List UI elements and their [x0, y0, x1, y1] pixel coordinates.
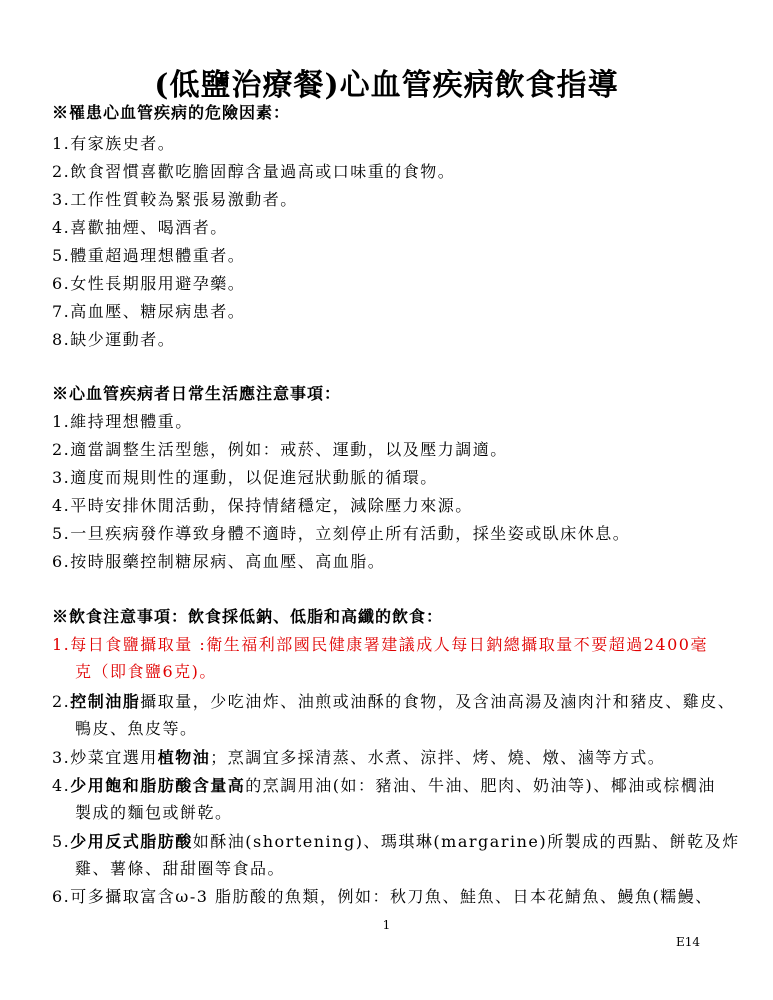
bold-phrase: 植物油: [157, 748, 211, 767]
bold-phrase: 控制油脂: [70, 692, 141, 711]
diet-item-5-line1: [52, 829, 740, 852]
item-number: 5.: [52, 832, 71, 851]
item-number: 2.: [52, 692, 71, 711]
list-item: 8.缺少運動者。: [52, 330, 176, 349]
list-item: 2.飲食習慣喜歡吃膽固醇含量過高或口味重的食物。: [52, 162, 456, 181]
item-number: 4.: [52, 776, 71, 795]
list-item: 6.按時服藥控制糖尿病、高血壓、高血脂。: [52, 552, 386, 571]
diet-item-1-line1: 1.每日食鹽攝取量 :衛生福利部國民健康署建議成人每日鈉總攝取量不要超過2400毫: [52, 635, 708, 654]
diet-item-4-line1: [52, 773, 716, 796]
list-item: 7.高血壓、糖尿病患者。: [52, 302, 246, 321]
list-item: 4.喜歡抽煙、喝酒者。: [52, 218, 228, 237]
diet-item-2-line2: 鴨皮、魚皮等。: [75, 719, 198, 738]
page-number: 1: [382, 918, 391, 932]
item-text: 的烹調用油(如：豬油、牛油、肥肉、奶油等)、椰油或棕櫚油: [245, 776, 716, 795]
document-code: E14: [676, 935, 701, 949]
item-text: 3.炒菜宜選用: [52, 748, 158, 767]
diet-item-5-line2: 雞、薯條、甜甜圈等食品。: [75, 859, 286, 878]
item-text: 如酥油(shortening)、瑪琪琳(margarine)所製成的西點、餅乾及炸: [192, 832, 740, 851]
list-item: 3.適度而規則性的運動，以促進冠狀動脈的循環。: [52, 468, 438, 487]
page-title: (低鹽治療餐)心血管疾病飲食指導: [154, 68, 619, 103]
bold-phrase: 少用飽和脂肪酸含量高: [70, 776, 246, 795]
list-item: 1.維持理想體重。: [52, 412, 193, 431]
diet-item-4-line2: 製成的麵包或餅乾。: [75, 803, 233, 822]
list-item: 6.女性長期服用避孕藥。: [52, 274, 246, 293]
item-text: 攝取量，少吃油炸、油煎或油酥的食物，及含油高湯及滷肉汁和豬皮、雞皮、: [140, 692, 736, 711]
daily-heading: ※心血管疾病者日常生活應注意事項：: [52, 384, 342, 403]
diet-item-6-line1: 6.可多攝取富含ω-3 脂肪酸的魚類，例如：秋刀魚、鮭魚、日本花鯖魚、鰻魚(糯鰻、: [52, 887, 713, 906]
risk-heading: ※罹患心血管疾病的危險因素：: [52, 103, 291, 122]
list-item: 5.一旦疾病發作導致身體不適時，立刻停止所有活動，採坐姿或臥床休息。: [52, 524, 631, 543]
list-item: 3.工作性質較為緊張易激動者。: [52, 190, 298, 209]
diet-item-2-line1: [52, 689, 735, 712]
diet-item-1-line2: 克（即食鹽6克)。: [75, 662, 217, 681]
list-item: 2.適當調整生活型態，例如：戒菸、運動，以及壓力調適。: [52, 440, 508, 459]
list-item: 4.平時安排休閒活動，保持情緒穩定，減除壓力來源。: [52, 496, 473, 515]
diet-item-3: [52, 745, 665, 768]
item-text: ；烹調宜多採清蒸、水煮、涼拌、烤、燒、燉、滷等方式。: [210, 748, 666, 767]
list-item: 1.有家族史者。: [52, 134, 176, 153]
diet-heading: ※飲食注意事項：飲食採低鈉、低脂和高纖的飲食：: [52, 607, 444, 626]
list-item: 5.體重超過理想體重者。: [52, 246, 246, 265]
bold-phrase: 少用反式脂肪酸: [70, 832, 193, 851]
